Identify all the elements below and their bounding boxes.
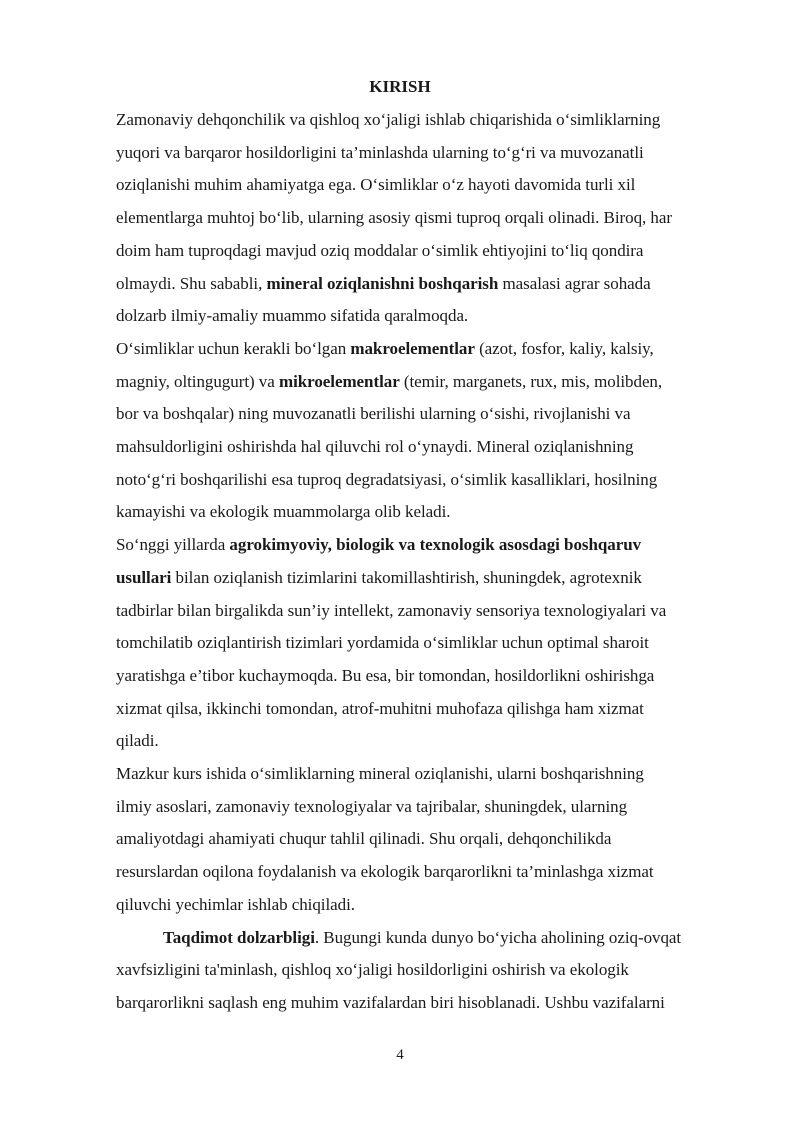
bold-term: Taqdimot dolzarbligi <box>163 927 315 947</box>
text-line <box>116 268 744 301</box>
paragraph-intro <box>116 104 744 333</box>
text-run: . Bugungi kunda dunyo bo‘yicha aholining oziq-ovqat <box>314 927 682 947</box>
text-line <box>116 922 744 955</box>
text-line: dolzarb ilmiy-amaliy muammo sifatida qaralmoqda. <box>116 306 469 326</box>
bold-term: mikroelementlar <box>278 371 400 391</box>
page-title: KIRISH <box>369 77 431 96</box>
text-line: ilmiy asoslari, zamonaviy texnologiyalar va tajribalar, shuningdek, ularning <box>116 796 628 816</box>
bold-term: mineral oziqlanishni boshqarish <box>266 273 499 293</box>
text-run: olmaydi. Shu sababli, <box>116 273 267 293</box>
text-run: O‘simliklar uchun kerakli bo‘lgan <box>116 338 351 358</box>
text-line: tomchilatib oziqlantirish tizimlari yordamida o‘simliklar uchun optimal sharoit <box>116 633 649 653</box>
text-line: resurslardan oqilona foydalanish va ekologik barqarorlikni ta’minlashga xizmat <box>116 862 654 882</box>
text-line: barqarorlikni saqlash eng muhim vazifalardan biri hisoblanadi. Ushbu vazifalarni <box>116 992 665 1012</box>
paragraph-course-work <box>116 758 744 922</box>
text-line: yuqori va barqaror hosildorligini ta’minlashda ularning to‘g‘ri va muvozanatli <box>116 142 644 162</box>
bold-term: agrokimyoviy, biologik va texnologik asosdagi boshqaruv <box>229 535 642 555</box>
text-run: (temir, marganets, rux, mis, molibden, <box>399 371 663 391</box>
text-line: oziqlanishi muhim ahamiyatga ega. O‘simliklar o‘z hayoti davomida turli xil <box>116 175 636 195</box>
text-line: mahsuldorligini oshirishda hal qiluvchi rol o‘ynaydi. Mineral oziqlanishning <box>116 437 634 457</box>
text-line: bor va boshqalar) ning muvozanatli berilishi ularning o‘sishi, rivojlanishi va <box>116 404 631 424</box>
text-line <box>116 366 744 399</box>
text-line: kamayishi va ekologik muammolarga olib keladi. <box>116 502 451 522</box>
text-line: noto‘g‘ri boshqarilishi esa tuproq degradatsiyasi, o‘simlik kasalliklari, hosilning <box>116 469 658 489</box>
paragraph-relevance <box>116 922 744 1020</box>
page-number: 4 <box>396 1047 404 1063</box>
text-line: xavfsizligini ta'minlash, qishloq xo‘jaligi hosildorligini oshirish va ekologik <box>116 960 629 980</box>
text-line: qiladi. <box>116 731 159 751</box>
paragraph-elements <box>116 333 744 529</box>
text-line: elementlarga muhtoj bo‘lib, ularning asosiy qismi tuproq orqali olinadi. Biroq, har <box>116 208 672 228</box>
text-run: masalasi agrar sohada <box>498 273 651 293</box>
text-line <box>116 562 744 595</box>
text-line: tadbirlar bilan birgalikda sun’iy intellekt, zamonaviy sensoriya texnologiyalari va <box>116 600 667 620</box>
text-line: Zamonaviy dehqonchilik va qishloq xo‘jaligi ishlab chiqarishida o‘simliklarning <box>116 110 661 129</box>
text-line: qiluvchi yechimlar ishlab chiqiladi. <box>116 894 355 914</box>
text-run: (azot, fosfor, kaliy, kalsiy, <box>474 338 654 358</box>
text-line: yaratishga e’tibor kuchaymoqda. Bu esa, bir tomondan, hosildorlikni oshirishga <box>116 665 655 685</box>
text-line <box>116 333 744 366</box>
text-run: So‘nggi yillarda <box>116 535 230 555</box>
text-line <box>116 529 744 562</box>
text-line: amaliyotdagi ahamiyati chuqur tahlil qilinadi. Shu orqali, dehqonchilikda <box>116 829 612 849</box>
text-run: magniy, oltingugurt) va <box>116 371 279 391</box>
bold-term: makroelementlar <box>350 338 475 358</box>
document-body <box>116 104 744 1020</box>
text-line: xizmat qilsa, ikkinchi tomondan, atrof-muhitni muhofaza qilishga ham xizmat <box>116 698 644 718</box>
text-run: bilan oziqlanish tizimlarini takomillashtirish, shuningdek, agrotexnik <box>171 567 642 587</box>
text-line: Mazkur kurs ishida o‘simliklarning mineral oziqlanishi, ularni boshqarishning <box>116 764 644 784</box>
bold-term: usullari <box>116 567 172 587</box>
paragraph-methods <box>116 529 744 758</box>
text-line: doim ham tuproqdagi mavjud oziq moddalar o‘simlik ehtiyojini to‘liq qondira <box>116 240 644 260</box>
